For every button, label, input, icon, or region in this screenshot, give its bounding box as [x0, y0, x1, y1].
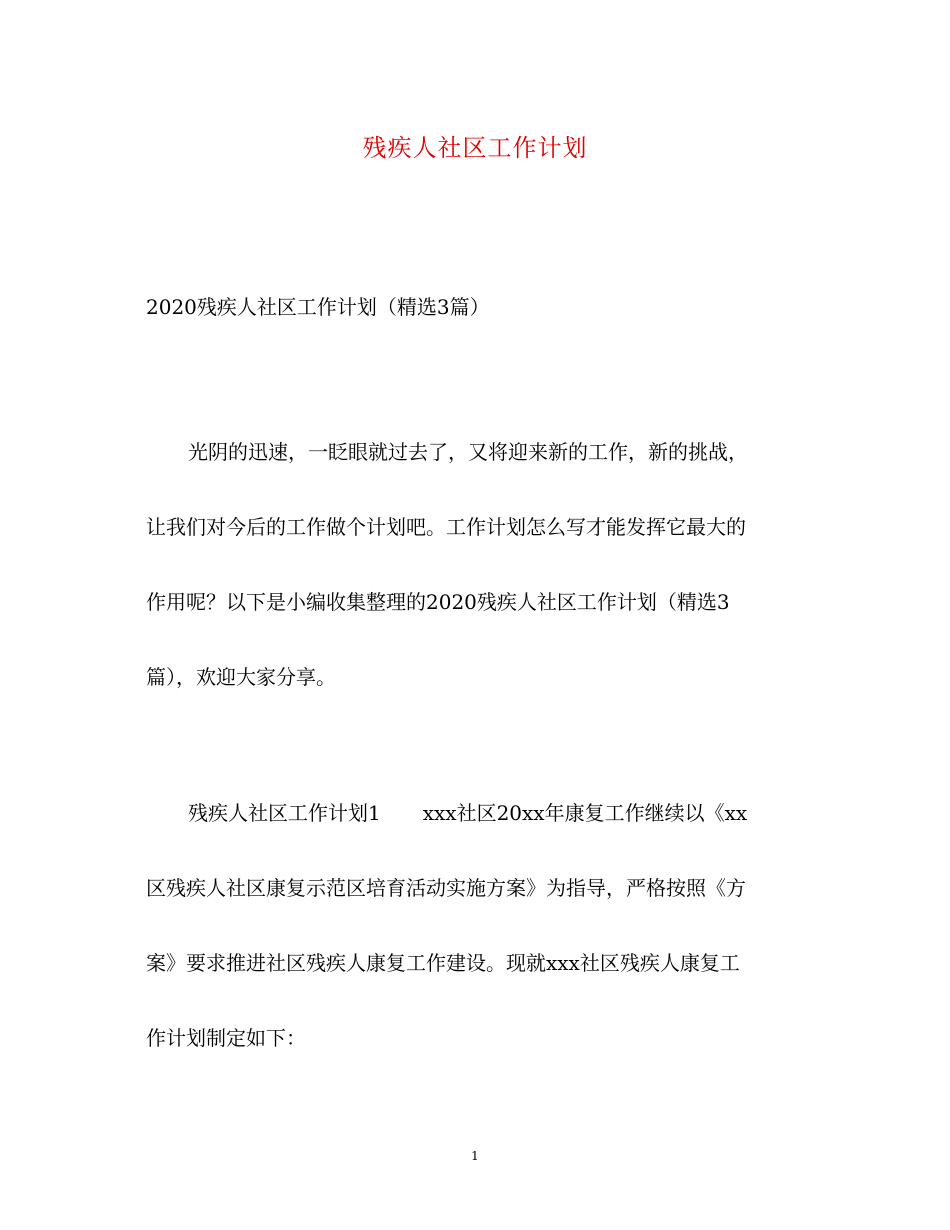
intro-line: 光阴的迅速，一眨眼就过去了，又将迎来新的工作，新的挑战，	[188, 440, 748, 464]
section-1-first-line	[146, 776, 806, 851]
intro-paragraph	[146, 415, 806, 715]
section-1-first-line-text: xxx社区20xx年康复工作继续以《xx	[422, 801, 748, 825]
intro-line: 作用呢？以下是小编收集整理的2020残疾人社区工作计划（精选3	[146, 590, 730, 614]
section-1-line: 区残疾人社区康复示范区培育活动实施方案》为指导，严格按照《方	[146, 876, 746, 900]
section-1-line: 作计划制定如下：	[146, 1026, 306, 1050]
section-1-paragraph	[146, 776, 806, 1076]
document-subtitle: 2020残疾人社区工作计划（精选3篇）	[146, 295, 490, 319]
document-title: 残疾人社区工作计划	[362, 134, 588, 162]
intro-line: 让我们对今后的工作做个计划吧。工作计划怎么写才能发挥它最大的	[146, 515, 746, 539]
intro-line: 篇），欢迎大家分享。	[146, 665, 336, 689]
page-number: 1	[471, 1149, 479, 1163]
section-1-line: 案》要求推进社区残疾人康复工作建设。现就xxx社区残疾人康复工	[146, 951, 740, 975]
section-1-heading: 残疾人社区工作计划1	[188, 801, 381, 825]
